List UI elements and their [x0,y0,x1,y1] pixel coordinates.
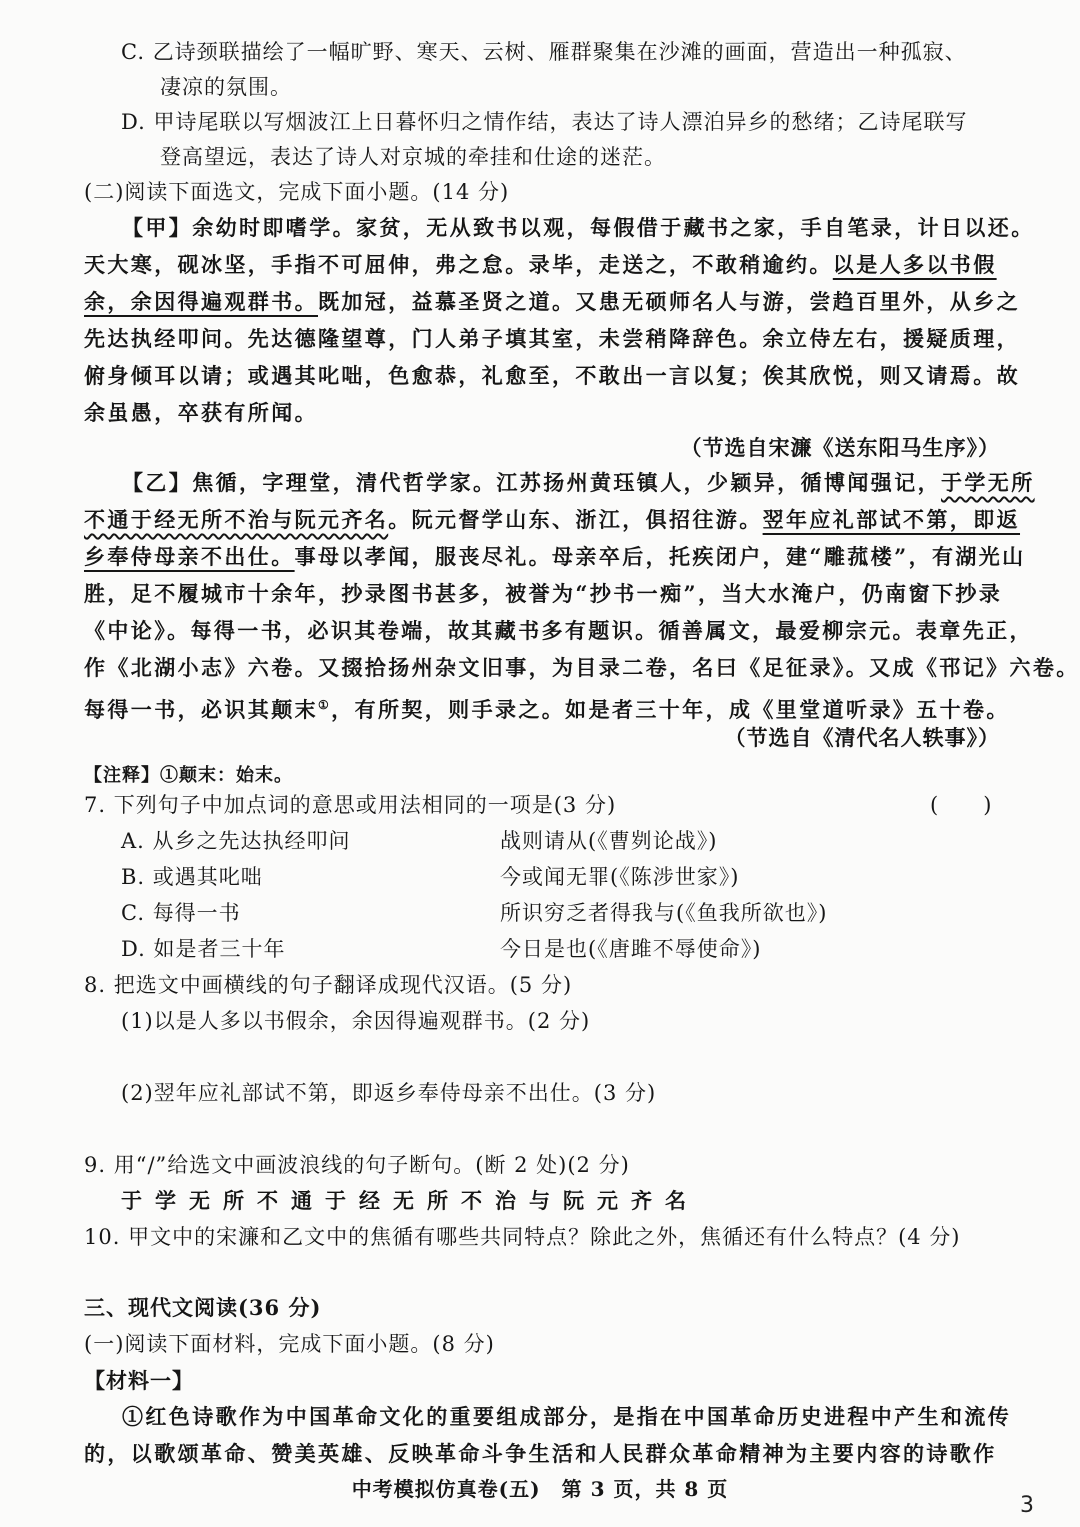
annotation-note: 【注释】①颠末：始末。 [84,765,293,786]
yi-line-2: 不通于经无所不治与阮元齐名。阮元督学山东、浙江，俱招往游。翌年应礼部试不第，即返 [84,507,1021,532]
option-c-line1: C. 乙诗颈联描绘了一幅旷野、寒天、云树、雁群聚集在沙滩的画面，营造出一种孤寂、 [121,40,967,64]
q7-answer-bracket[interactable]: ( ) [930,793,993,817]
jia-underlined-sentence-part1: 以是人多以书假 [832,252,997,277]
yi-wavy-sentence-part1: 于学无所 [941,470,1035,495]
q7-option-a-left: A. 从乡之先达执经叩问 [121,829,351,853]
material-one-label: 【材料一】 [84,1368,194,1393]
yi-underlined-sentence-part2: 乡奉侍母亲不出仕。 [84,544,295,569]
q7-stem: 7. 下列句子中加点词的意思或用法相同的一项是(3 分) [84,793,617,817]
section-3-heading: 三、现代文阅读(36 分) [84,1295,322,1320]
material-one-line-1: ①红色诗歌作为中国革命文化的重要组成部分，是指在中国革命历史进程中产生和流传 [122,1404,1012,1429]
q7-option-c-right: 所识穷乏者得我与(《鱼我所欲也》) [500,901,828,925]
yi-line-7: 每得一书，必识其颠末①，有所契，则手录之。如是者三十年，成《里堂道听录》五十卷。 [84,697,1010,722]
q7-option-c-left: C. 每得一书 [121,901,241,925]
q7-option-a-right: 战则请从(《曹刿论战》) [500,829,718,853]
yi-line-5: 《中论》。每得一书，必识其卷端，故其藏书多有题识。循善属文，最爱柳宗元。表章先正， [84,618,1033,643]
jia-source: （节选自宋濂《送东阳马生序》） [680,435,1000,460]
q9-stem: 9. 用“/”给选文中画波浪线的句子断句。(断 2 处)(2 分) [84,1153,630,1177]
yi-line-6: 作《北湖小志》六卷。又掇拾扬州杂文旧事，为目录二卷，名曰《足征录》。又成《邗记》六卷。 [84,655,1080,680]
q7-option-d-left: D. 如是者三十年 [121,937,286,961]
jia-line-5: 俯身倾耳以请；或遇其叱咄，色愈恭，礼愈至，不敢出一言以复；俟其欣悦，则又请焉。故 [84,363,1020,388]
q9-sentence: 于学无所不通于经无所不治与阮元齐名 [121,1188,699,1213]
q8-sub-1: (1)以是人多以书假余，余因得遍观群书。(2 分) [121,1009,591,1033]
option-c-line2: 凄凉的氛围。 [160,75,292,99]
corner-page-number: 3 [1020,1493,1034,1518]
yi-line-4: 胜，足不履城市十余年，抄录图书甚多，被誉为“抄书一痴”，当大水淹户，仍南窗下抄录 [84,581,1003,606]
jia-line-6: 余虽愚，卒获有所闻。 [84,400,318,425]
jia-line-3: 余，余因得遍观群书。既加冠，益慕圣贤之道。又患无硕师名人与游，尝趋百里外，从乡之 [84,289,1020,314]
q7-option-b-left: B. 或遇其叱咄 [121,865,263,889]
section-2-heading: (二)阅读下面选文，完成下面小题。(14 分) [84,180,510,204]
jia-underlined-sentence-part2: 余，余因得遍观群书。 [84,289,318,314]
q7-option-d-right: 今日是也(《唐雎不辱使命》) [500,937,762,961]
section-3-subheading: (一)阅读下面材料，完成下面小题。(8 分) [84,1332,495,1356]
jia-line-1: 【甲】余幼时即嗜学。家贫，无从致书以观，每假借于藏书之家，手自笔录，计日以还。 [122,215,1035,240]
yi-line-3: 乡奉侍母亲不出仕。事母以孝闻，服丧尽礼。母亲卒后，托疾闭户，建“雕菰楼”，有湖光山 [84,544,1026,569]
yi-underlined-sentence-part1: 翌年应礼部试不第，即返 [762,507,1021,532]
material-one-line-2: 的，以歌颂革命、赞美英雄、反映革命斗争生活和人民群众革命精神为主要内容的诗歌作 [84,1441,997,1466]
q8-stem: 8. 把选文中画横线的句子翻译成现代汉语。(5 分) [84,973,573,997]
yi-line-1: 【乙】焦循，字理堂，清代哲学家。江苏扬州黄珏镇人，少颖异，循博闻强记，于学无所 [122,470,1035,495]
jia-line-2: 天大寒，砚冰坚，手指不可屈伸，弗之怠。录毕，走送之，不敢稍逾约。以是人多以书假 [84,252,997,277]
q8-sub-2: (2)翌年应礼部试不第，即返乡奉侍母亲不出仕。(3 分) [121,1081,657,1105]
q10-stem: 10. 甲文中的宋濂和乙文中的焦循有哪些共同特点？除此之外，焦循还有什么特点？(4 分) [84,1225,961,1249]
page-footer: 中考模拟仿真卷(五) 第 3 页，共 8 页 [351,1477,729,1501]
option-d-line2: 登高望远，表达了诗人对京城的牵挂和仕途的迷茫。 [160,145,666,169]
option-d-line1: D. 甲诗尾联以写烟波江上日暮怀归之情作结，表达了诗人漂泊异乡的愁绪；乙诗尾联写 [121,110,968,134]
yi-wavy-sentence-part2: 不通于经无所不治与阮元齐名 [84,507,389,532]
yi-source: （节选自《清代名人轶事》） [724,725,1000,750]
q7-option-b-right: 今或闻无罪(《陈涉世家》) [500,865,740,889]
footnote-marker: ① [318,698,332,712]
jia-line-4: 先达执经叩问。先达德隆望尊，门人弟子填其室，未尝稍降辞色。余立侍左右，援疑质理， [84,326,1020,351]
